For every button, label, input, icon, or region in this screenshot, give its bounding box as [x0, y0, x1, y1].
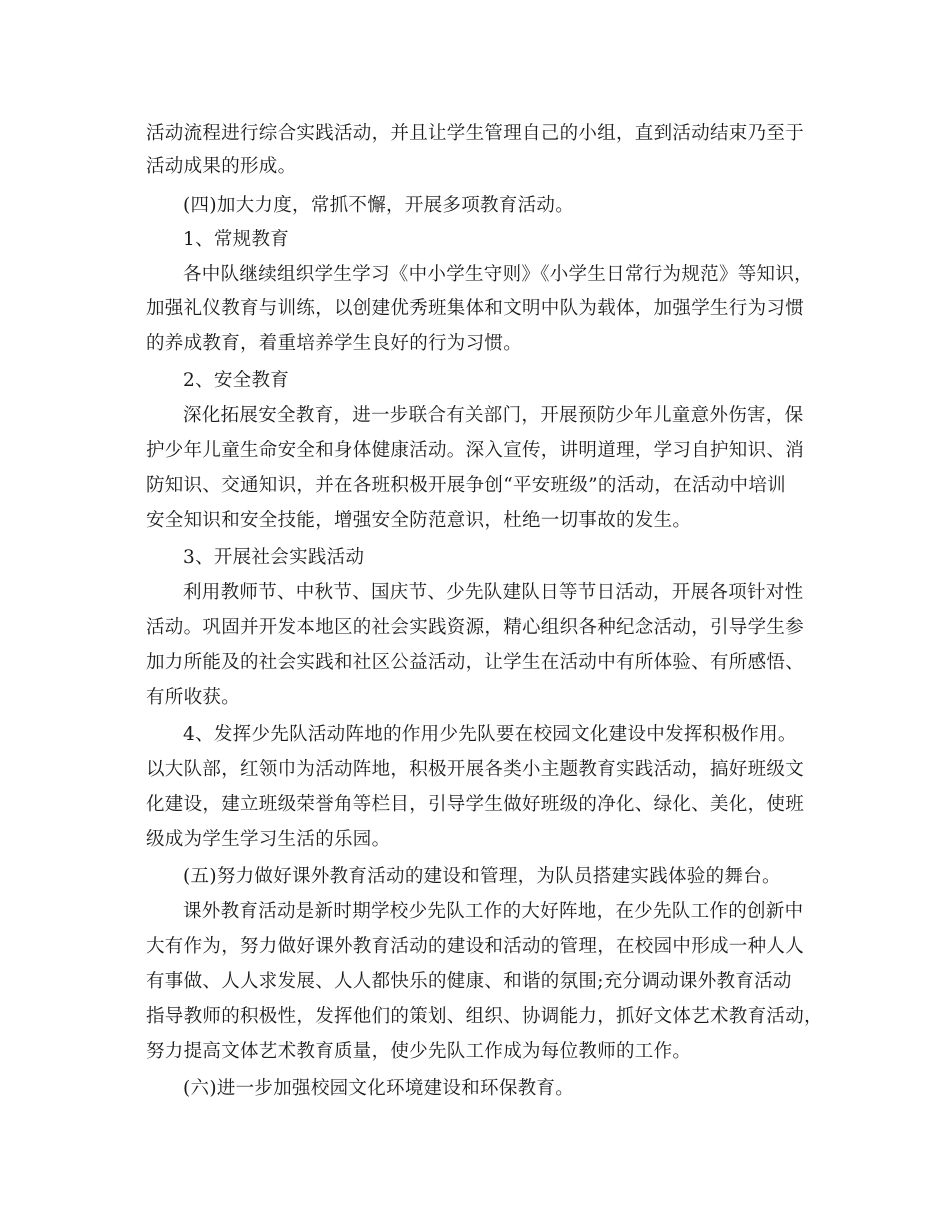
paragraph-line: 大有作为，努力做好课外教育活动的建设和活动的管理，在校园中形成一种人人: [146, 936, 805, 957]
paragraph-line: 级成为学生学习生活的乐园。: [146, 829, 391, 850]
subsection-heading: 3、开展社会实践活动: [183, 547, 365, 568]
paragraph-line: 深化拓展安全教育，进一步联合有关部门，开展预防少年儿童意外伤害，保: [183, 405, 804, 426]
subsection-heading: 2、安全教育: [183, 370, 290, 391]
paragraph-line: 课外教育活动是新时期学校少先队工作的大好阵地，在少先队工作的创新中: [183, 901, 804, 922]
paragraph-line: 加强礼仪教育与训练，以创建优秀班集体和文明中队为载体，加强学生行为习惯: [146, 298, 805, 319]
paragraph-line: 各中队继续组织学生学习《中小学生守则》《小学生日常行为规范》等知识，: [183, 264, 813, 285]
section-heading: (六)进一步加强校园文化环境建设和环保教育。: [183, 1078, 575, 1099]
paragraph-line: 有事做、人人求发展、人人都快乐的健康、和谐的氛围;充分调动课外教育活动: [146, 971, 792, 992]
section-heading: (四)加大力度，常抓不懈，开展多项教育活动。: [183, 195, 575, 216]
paragraph-line: 安全知识和安全技能，增强安全防范意识，杜绝一切事故的发生。: [146, 510, 692, 531]
paragraph-line: 活动流程进行综合实践活动，并且让学生管理自己的小组，直到活动结束乃至于: [146, 123, 805, 144]
paragraph-line: 化建设，建立班级荣誉角等栏目，引导学生做好班级的净化、绿化、美化，使班: [146, 794, 805, 815]
paragraph-line: 活动成果的形成。: [146, 156, 297, 177]
paragraph-line: 以大队部，红领巾为活动阵地，积极开展各类小主题教育实践活动，搞好班级文: [146, 759, 805, 780]
paragraph-line: 加力所能及的社会实践和社区公益活动，让学生在活动中有所体验、有所感悟、: [146, 652, 805, 673]
paragraph-line: 的养成教育，着重培养学生良好的行为习惯。: [146, 333, 523, 354]
subsection-heading: 1、常规教育: [183, 229, 290, 250]
paragraph-line: 努力提高文体艺术教育质量，使少先队工作成为每位教师的工作。: [146, 1041, 692, 1062]
paragraph-line: 利用教师节、中秋节、国庆节、少先队建队日等节日活动，开展各项针对性: [183, 582, 804, 603]
paragraph-line: 有所收获。: [146, 687, 241, 708]
paragraph-line: 防知识、交通知识，并在各班积极开展争创“平安班级”的活动，在活动中培训: [146, 475, 786, 496]
paragraph-line: 活动。巩固并开发本地区的社会实践资源，精心组织各种纪念活动，引导学生参: [146, 617, 805, 638]
section-heading: (五)努力做好课外教育活动的建设和管理，为队员搭建实践体验的舞台。: [183, 866, 781, 887]
paragraph-line: 指导教师的积极性，发挥他们的策划、组织、协调能力，抓好文体艺术教育活动，: [146, 1006, 823, 1027]
subsection-heading: 4、发挥少先队活动阵地的作用少先队要在校园文化建设中发挥积极作用。: [183, 724, 797, 745]
paragraph-line: 护少年儿童生命安全和身体健康活动。深入宣传，讲明道理，学习自护知识、消: [146, 440, 805, 461]
